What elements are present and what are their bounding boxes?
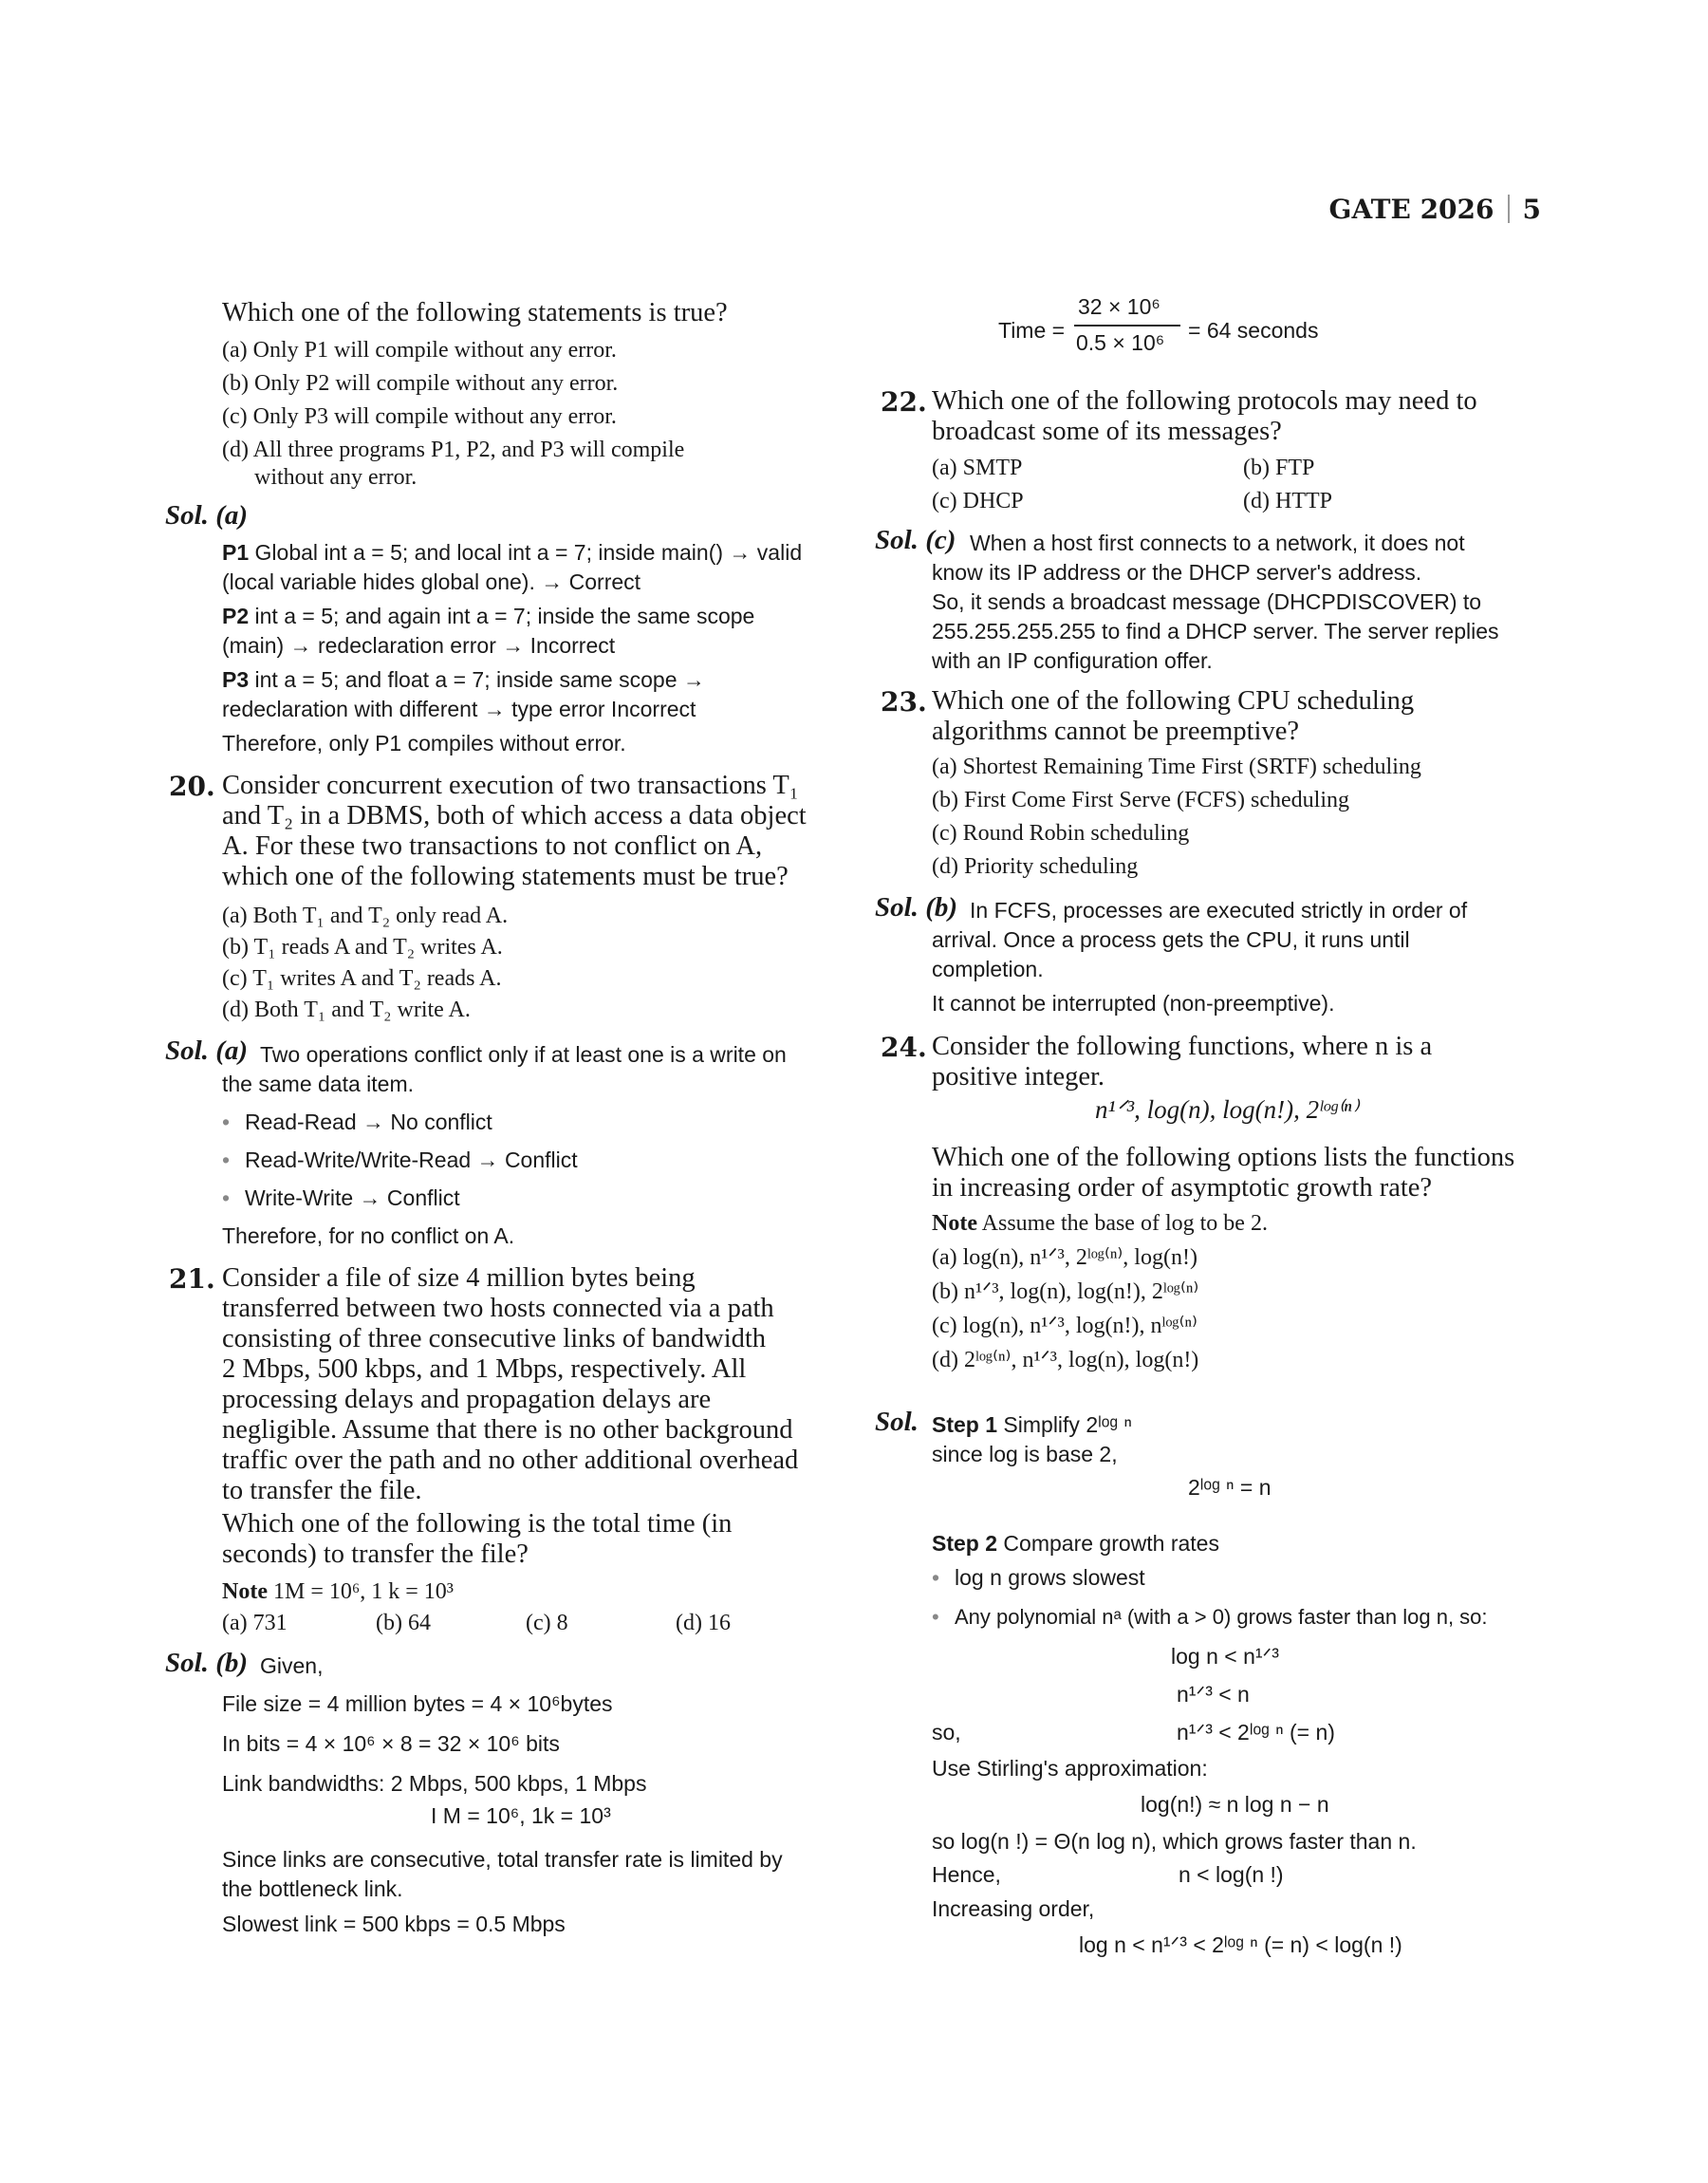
q20-option-d: (d) Both T₁ and T₂ write A. — [222, 998, 471, 1022]
q21-line: traffic over the path and no other additional overhead — [222, 1446, 799, 1475]
sol19-conclusion: Therefore, only P1 compiles without error. — [222, 731, 626, 756]
bullet-item: • Write-Write → Conflict — [222, 1184, 460, 1213]
sol22-line: So, it sends a broadcast message (DHCPDISCOVER) to — [932, 589, 1482, 614]
sol19-p2-line1: P2 int a = 5; and again int a = 7; inside the same scope — [222, 604, 755, 628]
bullet-item: • Any polynomial nᵃ (with a > 0) grows faster than log n, so: — [932, 1602, 1488, 1632]
bullet-item: • Read-Write/Write-Read → Conflict — [222, 1146, 578, 1175]
q24-option-c: (c) log(n), n¹ᐟ³, log(n!), nˡᵒᵍ⁽ⁿ⁾ — [932, 1314, 1197, 1338]
q21-line: Consider a file of size 4 million bytes being — [222, 1263, 696, 1293]
solution-label: Sol. — [875, 1407, 919, 1437]
solution-label: Sol. (b) — [875, 892, 958, 923]
sol19-p3-line1: P3 int a = 5; and float a = 7; inside same scope → — [222, 667, 705, 692]
time-eq-numerator: 32 × 10⁶ — [1078, 294, 1160, 319]
sol22-line: with an IP configuration offer. — [932, 648, 1213, 673]
q24-option-b: (b) n¹ᐟ³, log(n), log(n!), 2ˡᵒᵍ⁽ⁿ⁾ — [932, 1279, 1199, 1304]
sol21-given: Given, — [260, 1653, 324, 1678]
sol23-line: arrival. Once a process gets the CPU, it runs until — [932, 927, 1410, 952]
sol24-line: Use Stirling's approximation: — [932, 1756, 1208, 1781]
sol19-p1-line2: (local variable hides global one). → Correct — [222, 569, 641, 594]
bullet-item: • Read-Read → No conflict — [222, 1108, 492, 1137]
q20-option-b: (b) T₁ reads A and T₂ writes A. — [222, 935, 503, 960]
sol24-step1: Step 1 Simplify 2ˡᵒᵍ ⁿ — [932, 1412, 1132, 1437]
question-number: 22. — [881, 386, 927, 418]
q20-option-c: (c) T₁ writes A and T₂ reads A. — [222, 966, 502, 991]
sol24-line: so log(n !) = Θ(n log n), which grows faster than n. — [932, 1829, 1417, 1854]
sol19-p2-line2: (main) → redeclaration error → Incorrect — [222, 633, 616, 658]
sol22-line: 255.255.255.255 to find a DHCP server. The server replies — [932, 619, 1499, 644]
q23-option-d: (d) Priority scheduling — [932, 854, 1139, 879]
q23-option-b: (b) First Come First Serve (FCFS) scheduling — [932, 788, 1350, 812]
intro-question: Which one of the following statements is true? — [222, 298, 728, 327]
q20-line: and T₂ in a DBMS, both of which access a data object — [222, 801, 807, 830]
question-number: 24. — [881, 1032, 927, 1063]
fraction-bar — [1074, 325, 1180, 327]
sol24-line: Hence, — [932, 1862, 1001, 1887]
question-number: 20. — [169, 771, 215, 802]
bullet-icon: • — [932, 1605, 939, 1629]
q21-line: negligible. Assume that there is no other background — [222, 1415, 793, 1445]
sol21-line: Slowest link = 500 kbps = 0.5 Mbps — [222, 1912, 566, 1936]
option-c: (c) Only P3 will compile without any error. — [222, 404, 617, 429]
q21-line: to transfer the file. — [222, 1476, 422, 1505]
sol19-p1-line1: P1 Global int a = 5; and local int a = 7; inside main() → valid — [222, 540, 803, 565]
q20-line: A. For these two transactions to not conflict on A, — [222, 831, 763, 861]
solution-label: Sol. (c) — [875, 525, 956, 555]
bullet-icon: • — [222, 1110, 231, 1134]
sol24-step2: Step 2 Compare growth rates — [932, 1531, 1219, 1556]
q24-line: Consider the following functions, where n is a — [932, 1032, 1433, 1061]
solution-label: Sol. (a) — [165, 500, 249, 531]
sol22-line: When a host first connects to a network, it does not — [970, 531, 1465, 555]
sol24-line: Increasing order, — [932, 1896, 1095, 1921]
sol23-line: In FCFS, processes are executed strictly in order of — [970, 898, 1468, 923]
solution-label: Sol. (b) — [165, 1648, 249, 1678]
question-number: 23. — [881, 686, 927, 718]
sol23-line: completion. — [932, 957, 1044, 981]
sol24-equation: 2ˡᵒᵍ ⁿ = n — [1188, 1475, 1272, 1500]
q24-line: Which one of the following options lists the functions — [932, 1143, 1515, 1172]
q23-option-a: (a) Shortest Remaining Time First (SRTF) scheduling — [932, 755, 1421, 779]
q21-note: Note 1M = 10⁶, 1 k = 10³ — [222, 1579, 454, 1604]
bullet-icon: • — [932, 1565, 940, 1590]
sol20-conclusion: Therefore, for no conflict on A. — [222, 1223, 515, 1248]
sol21-line: File size = 4 million bytes = 4 × 10⁶bytes — [222, 1691, 613, 1716]
page-number: 5 — [1522, 194, 1541, 225]
q20-line: Consider concurrent execution of two transactions T₁ — [222, 771, 799, 800]
q24-note: Note Assume the base of log to be 2. — [932, 1211, 1268, 1236]
bullet-icon: • — [222, 1147, 231, 1172]
q21-option-d: (d) 16 — [676, 1611, 731, 1635]
sol21-line: Since links are consecutive, total transfer rate is limited by — [222, 1847, 783, 1872]
sol24-line: so, — [932, 1720, 961, 1745]
q22-option-c: (c) DHCP — [932, 489, 1024, 513]
sol21-units: I M = 10⁶, 1k = 10³ — [431, 1803, 611, 1828]
book-title: GATE 2026 — [1328, 194, 1494, 225]
sol21-line: Link bandwidths: 2 Mbps, 500 kbps, 1 Mbps — [222, 1771, 647, 1796]
sol20-line1: Two operations conflict only if at least one is a write on — [260, 1042, 787, 1067]
q21-option-c: (c) 8 — [526, 1611, 568, 1635]
q23-line: algorithms cannot be preemptive? — [932, 717, 1299, 746]
option-b: (b) Only P2 will compile without any error. — [222, 371, 619, 396]
q21-line: 2 Mbps, 500 kbps, and 1 Mbps, respectively. All — [222, 1354, 747, 1384]
sol24-equation: log(n!) ≈ n log n − n — [1141, 1792, 1329, 1817]
q22-option-d: (d) HTTP — [1243, 489, 1332, 513]
sol24-equation: n¹ᐟ³ < n — [1177, 1682, 1250, 1707]
q21-line: processing delays and propagation delays are — [222, 1385, 712, 1414]
sol24-equation: log n < n¹ᐟ³ < 2ˡᵒᵍ ⁿ (= n) < log(n !) — [1079, 1932, 1402, 1957]
q20-option-a: (a) Both T₁ and T₂ only read A. — [222, 904, 509, 928]
q21-line: Which one of the following is the total time (in — [222, 1509, 733, 1539]
sol21-line: the bottleneck link. — [222, 1876, 403, 1901]
q21-option-b: (b) 64 — [376, 1611, 431, 1635]
q21-line: transferred between two hosts connected via a path — [222, 1294, 774, 1323]
page-header — [1329, 194, 1541, 225]
q21-option-a: (a) 731 — [222, 1611, 288, 1635]
time-eq-lhs: Time = — [998, 318, 1066, 343]
bullet-item: • log n grows slowest — [932, 1563, 1145, 1593]
q24-option-a: (a) log(n), n¹ᐟ³, 2ˡᵒᵍ⁽ⁿ⁾, log(n!) — [932, 1245, 1197, 1270]
sol22-line: know its IP address or the DHCP server's address. — [932, 560, 1422, 585]
q24-functions: n¹ᐟ³, log(n), log(n!), 2ˡᵒᵍ⁽ⁿ⁾ — [1095, 1095, 1358, 1124]
q22-option-a: (a) SMTP — [932, 456, 1023, 480]
q22-line: broadcast some of its messages? — [932, 417, 1282, 446]
time-eq-rhs: = 64 seconds — [1188, 318, 1319, 343]
sol23-line: It cannot be interrupted (non-preemptive). — [932, 991, 1335, 1016]
sol24-equation: log n < n¹ᐟ³ — [1171, 1644, 1279, 1669]
q21-line: seconds) to transfer the file? — [222, 1539, 529, 1569]
q24-line: positive integer. — [932, 1062, 1105, 1092]
sol24-equation: n < log(n !) — [1179, 1862, 1284, 1887]
question-number: 21. — [169, 1263, 215, 1295]
q23-option-c: (c) Round Robin scheduling — [932, 821, 1190, 846]
bullet-icon: • — [222, 1185, 231, 1210]
sol24-equation: n¹ᐟ³ < 2ˡᵒᵍ ⁿ (= n) — [1177, 1720, 1335, 1745]
sol20-line2: the same data item. — [222, 1072, 414, 1096]
option-d-cont: without any error. — [254, 465, 418, 490]
sol19-p3-line2: redeclaration with different → type error Incorrect — [222, 697, 696, 721]
q20-line: which one of the following statements must be true? — [222, 862, 789, 891]
q23-line: Which one of the following CPU scheduling — [932, 686, 1415, 716]
q24-line: in increasing order of asymptotic growth rate? — [932, 1173, 1433, 1203]
header-divider — [1508, 195, 1510, 223]
solution-label: Sol. (a) — [165, 1036, 249, 1066]
option-a: (a) Only P1 will compile without any error. — [222, 338, 617, 363]
sol21-line: In bits = 4 × 10⁶ × 8 = 32 × 10⁶ bits — [222, 1731, 560, 1756]
option-d: (d) All three programs P1, P2, and P3 will compile — [222, 438, 685, 462]
sol24-line: since log is base 2, — [932, 1442, 1118, 1466]
q21-line: consisting of three consecutive links of bandwidth — [222, 1324, 767, 1353]
q22-option-b: (b) FTP — [1243, 456, 1315, 480]
time-eq-denominator: 0.5 × 10⁶ — [1076, 330, 1165, 355]
q24-option-d: (d) 2ˡᵒᵍ⁽ⁿ⁾, n¹ᐟ³, log(n), log(n!) — [932, 1348, 1199, 1372]
q22-line: Which one of the following protocols may need to — [932, 386, 1477, 416]
